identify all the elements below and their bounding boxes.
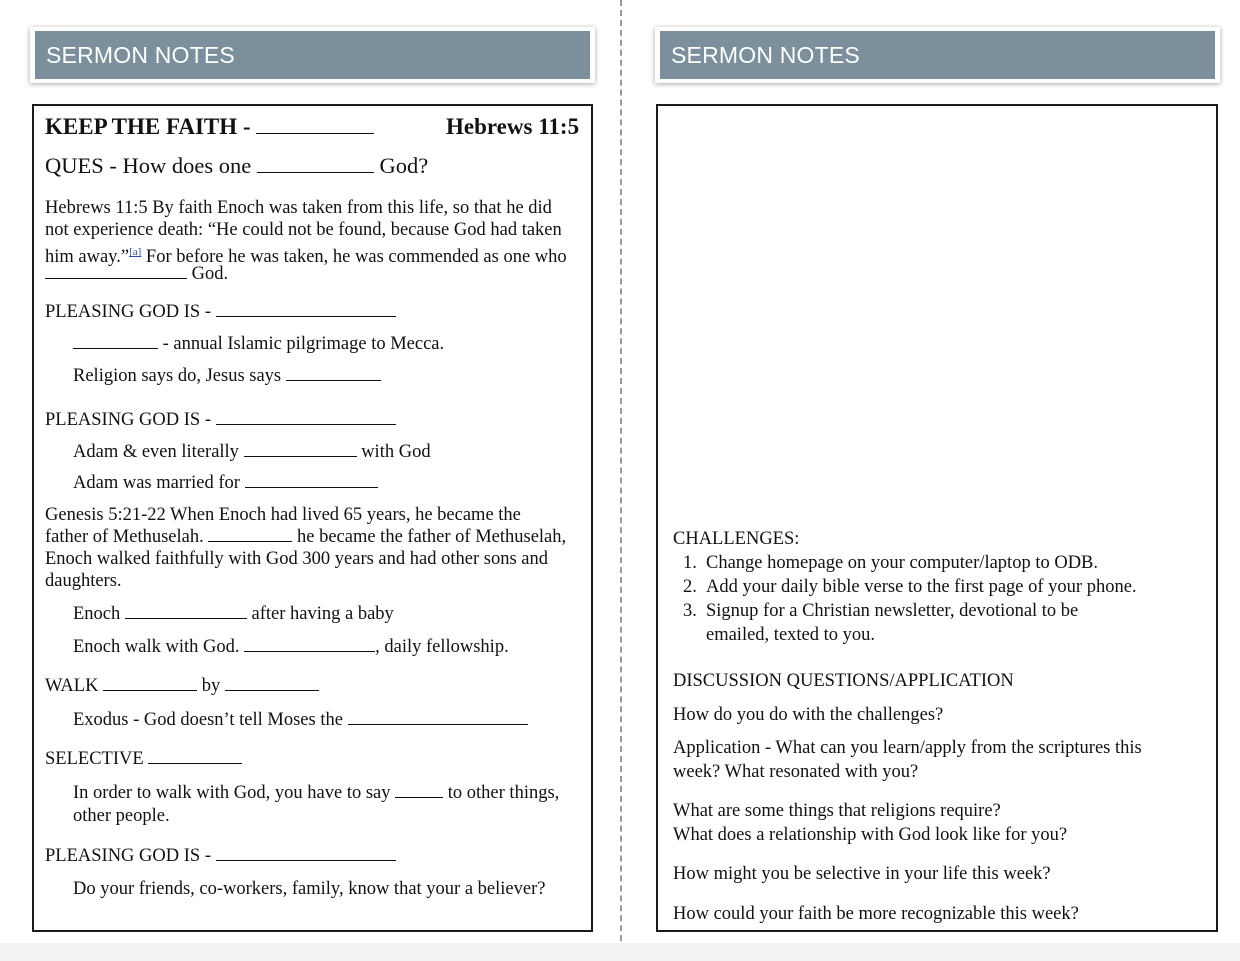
fill-blank bbox=[148, 750, 242, 764]
footnote-link[interactable]: [a] bbox=[129, 246, 142, 258]
note-text: Enoch walk with God. bbox=[73, 637, 240, 657]
fill-blank bbox=[244, 638, 375, 652]
fill-blank bbox=[208, 528, 292, 542]
note-line bbox=[73, 782, 559, 804]
verse-text: father of Methuselah. bbox=[45, 527, 204, 547]
fill-blank bbox=[216, 847, 396, 861]
fill-blank bbox=[245, 474, 378, 488]
page-fold-divider bbox=[620, 0, 622, 961]
left-banner bbox=[30, 27, 595, 83]
fill-blank bbox=[395, 784, 443, 798]
discussion-question: How might you be selective in your life this week? bbox=[673, 864, 1051, 884]
point-label: PLEASING GOD IS - bbox=[45, 410, 211, 430]
fill-blank bbox=[216, 411, 396, 425]
right-notes-box bbox=[656, 104, 1218, 932]
verse-text: God. bbox=[191, 264, 229, 284]
note-line bbox=[73, 636, 509, 658]
discussion-question: What does a relationship with God look like for you? bbox=[673, 825, 1068, 845]
list-text: Change homepage on your computer/laptop to ODB. bbox=[706, 553, 1099, 573]
note-line bbox=[73, 709, 528, 731]
fill-blank bbox=[256, 120, 374, 134]
note-text: Religion says do, Jesus says bbox=[73, 366, 282, 386]
note-text: Adam & even literally bbox=[73, 442, 239, 462]
note-line: other people. bbox=[73, 806, 170, 826]
list-text: emailed, texted to you. bbox=[706, 625, 876, 645]
verse-text: he became the father of Methuselah, bbox=[296, 527, 567, 547]
question-line bbox=[45, 155, 428, 177]
challenges-list bbox=[673, 551, 1137, 647]
fill-blank bbox=[216, 303, 396, 317]
point-label: SELECTIVE bbox=[45, 749, 144, 769]
point-label: PLEASING GOD IS - bbox=[45, 846, 211, 866]
note-line bbox=[73, 333, 444, 355]
note-text: with God bbox=[361, 442, 431, 462]
note-text: Exodus - God doesn’t tell Moses the bbox=[73, 710, 343, 730]
verse-line: Hebrews 11:5 By faith Enoch was taken from this life, so that he did bbox=[45, 198, 552, 218]
list-item bbox=[673, 623, 1137, 647]
verse-line: daughters. bbox=[45, 571, 122, 591]
fill-blank bbox=[125, 605, 247, 619]
fill-blank bbox=[103, 677, 197, 691]
note-text: In order to walk with God, you have to say bbox=[73, 783, 391, 803]
verse-line bbox=[45, 526, 566, 548]
note-text: - annual Islamic pilgrimage to Mecca. bbox=[162, 334, 445, 354]
fill-blank bbox=[73, 335, 158, 349]
verse-line: Genesis 5:21-22 When Enoch had lived 65 years, he became the bbox=[45, 505, 521, 525]
discussion-question: What are some things that religions require? bbox=[673, 801, 1001, 821]
note-text: , daily fellowship. bbox=[375, 637, 509, 657]
point-heading bbox=[45, 748, 242, 770]
discussion-question: How could your faith be more recognizable this week? bbox=[673, 904, 1079, 924]
point-heading bbox=[45, 301, 396, 323]
note-line bbox=[73, 365, 381, 387]
sermon-title-line bbox=[45, 116, 374, 138]
right-banner bbox=[655, 27, 1220, 83]
verse-text: him away.” bbox=[45, 247, 130, 268]
list-item bbox=[673, 575, 1137, 599]
point-heading bbox=[45, 409, 396, 431]
verse-line: Enoch walked faithfully with God 300 years and had other sons and bbox=[45, 549, 548, 569]
note-line bbox=[73, 441, 431, 463]
challenges-heading: CHALLENGES: bbox=[673, 529, 800, 549]
note-text: to other things, bbox=[447, 783, 560, 803]
scripture-reference: Hebrews 11:5 bbox=[446, 114, 580, 139]
verse-line bbox=[45, 263, 228, 285]
note-text: Adam was married for bbox=[73, 473, 240, 493]
discussion-heading: DISCUSSION QUESTIONS/APPLICATION bbox=[673, 671, 1014, 691]
list-number: 3. bbox=[683, 601, 697, 621]
fill-blank bbox=[286, 367, 381, 381]
fill-blank bbox=[244, 443, 357, 457]
note-line: Do your friends, co-workers, family, know that your a believer? bbox=[73, 879, 546, 899]
point-heading bbox=[45, 845, 396, 867]
list-number: 1. bbox=[683, 553, 697, 573]
fill-blank bbox=[225, 677, 319, 691]
point-label: PLEASING GOD IS - bbox=[45, 302, 211, 322]
list-text: Signup for a Christian newsletter, devotional to be bbox=[706, 601, 1079, 621]
note-text: after having a baby bbox=[251, 604, 394, 624]
discussion-question: week? What resonated with you? bbox=[673, 762, 919, 782]
question-prefix: QUES - How does one bbox=[45, 153, 252, 178]
note-text: Enoch bbox=[73, 604, 121, 624]
note-line bbox=[73, 603, 394, 625]
fill-blank bbox=[257, 159, 374, 173]
verse-line: not experience death: “He could not be found, because God had taken bbox=[45, 220, 562, 240]
page-bottom-strip bbox=[0, 943, 1240, 961]
fill-blank bbox=[348, 711, 528, 725]
discussion-question: Application - What can you learn/apply from the scriptures this bbox=[673, 738, 1142, 758]
sermon-title: KEEP THE FAITH - bbox=[45, 114, 251, 139]
list-text: Add your daily bible verse to the first page of your phone. bbox=[706, 577, 1137, 597]
point-heading bbox=[45, 675, 319, 697]
point-label: WALK bbox=[45, 676, 99, 696]
list-item bbox=[673, 599, 1137, 623]
point-label: by bbox=[201, 676, 221, 696]
fill-blank bbox=[45, 265, 187, 279]
list-item bbox=[673, 551, 1137, 575]
list-number: 2. bbox=[683, 577, 697, 597]
left-notes-box bbox=[32, 104, 593, 932]
discussion-question: How do you do with the challenges? bbox=[673, 705, 944, 725]
left-banner-title: SERMON NOTES bbox=[35, 31, 590, 79]
right-banner-title: SERMON NOTES bbox=[660, 31, 1215, 79]
question-suffix: God? bbox=[379, 153, 429, 178]
note-line bbox=[73, 472, 378, 494]
verse-text: For before he was taken, he was commended as one who bbox=[141, 247, 567, 268]
